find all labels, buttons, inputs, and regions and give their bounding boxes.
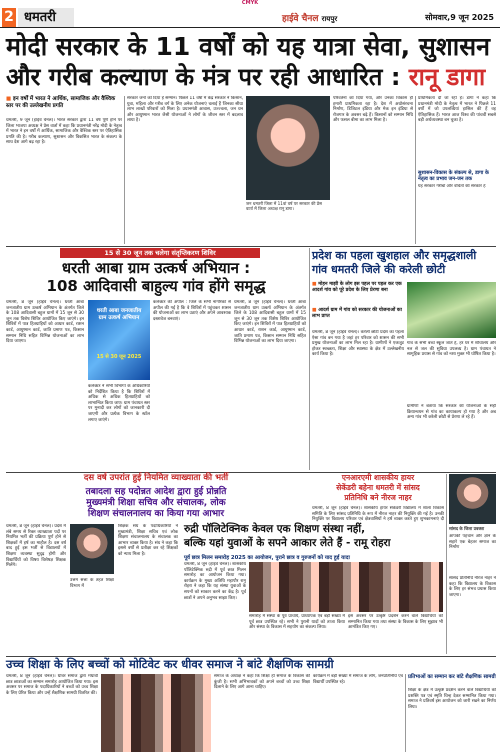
bharti-bullet: उत्तम सत्ता के तहत शिक्षा विभाग में: [70, 578, 114, 589]
bharti-body1: धमतरी, 8 जून (हाईवे चैनल)। प्रदेश में लंबे समय से रिक्त व्याख्याता पदों पर नियमित भर्ती की प्रक्रिया पूर्ण होने से शिक्षकों में हर्ष का माहौल है। दस वर्ष बाद हुई इस भर्ती से विद्यालयों में शिक्षण व्यवस्था सुदृढ़ होगी और विद्यार्थियों को विषय विशेषज्ञ शिक्षक मिलेंगे।: [6, 524, 66, 569]
lead-bullet: ■ इन वर्षों में भारत ने आर्थिक, सामाजिक और वैश्विक स्तर पर की उल्लेखनीय प्रगति: [6, 96, 122, 110]
nmms-box1: आपकी पहचान और ज्ञान के सहारे एक बेहतर समाज का निर्माण: [449, 534, 496, 551]
village-headline-l2: गांव धमतरी जिले की करेली छोटी: [312, 263, 446, 276]
edition: रायपुर: [321, 15, 338, 23]
startup-photo: [249, 562, 443, 612]
village-bullet2: ■ आदर्श ग्राम में गांव को सरकार की योजनाओं का लाभ प्राप्त: [312, 308, 404, 320]
campaign-body2: कलेक्टर ने सभी विभागों के अधिकारियों को निर्देशित किया है कि शिविरों में अधिक से अधिक हितग्राहियों को लाभान्वित किया जाए। ग्राम पंचायत स्तर पर मुनादी कर लोगों को जानकारी दी जाएगी और प्रत्येक विभाग के स्टॉल लगाए जाएंगे।: [88, 384, 150, 423]
page-date: सोमवार,9 जून 2025: [425, 13, 494, 22]
bharti-photo: [70, 524, 114, 574]
bharti-headline: दस वर्ष उपरांत हुई नियमित व्याख्याता की भर्ती: [83, 473, 229, 483]
lead-note: यह सरकार गरीबों और वंचितों की सरकार है: [418, 184, 486, 189]
poster-title: धरती आबा जनजातीय ग्राम उत्कर्ष अभियान: [96, 308, 142, 321]
village-headline-l1: प्रदेश का पहला खुशहाल और समृद्धशाली: [312, 249, 477, 262]
education-body1: धमतरी, 8 जून (हाईवे चैनल)। धीवर समाज द्वारा मेधावी छात्र छात्राओं का सम्मान समारोह आयोजित किया गया। इस अवसर पर समाज के पदाधिकारियों ने बच्चों को उच्च शिक्षा के लिए प्रेरित किया और उन्हें शैक्षणिक सामग्री वितरित की।: [6, 674, 98, 696]
paper-name: हाईवे चैनल रायपुर: [282, 14, 338, 24]
campaign-body1: धमतरी, 8 जून (हाईवे चैनल)। धरती आबा जनजातीय ग्राम उत्कर्ष अभियान के अंतर्गत जिले के 108 आदिवासी बहुल ग्रामों में 15 जून से 30 जून तक विशेष शिविर आयोजित किए जाएंगे। इन शिविरों में पात्र हितग्राहियों को आधार कार्ड, राशन कार्ड, आयुष्मान कार्ड, जाति प्रमाण पत्र, किसान सम्मान निधि सहित विभिन्न योजनाओं का लाभ दिया जाएगा।: [6, 300, 84, 345]
main-headline-line1: मोदी सरकार के 11 वर्षों को यह यात्रा सेवा, सुशासन: [6, 32, 490, 61]
village-body2: गांव के सभी बच्चे स्कूल जाते हैं, हर घर में शौचालय और नल से जल की सुविधा उपलब्ध है। ग्राम पंचायत ने सामूहिक प्रयास से गांव को नशा मुक्त भी घोषित किया है।: [407, 341, 496, 358]
lead-body-far: प्राथमिकता दी जा रही है। डागा ने कहा कि प्रधानमंत्री मोदी के नेतृत्व में भारत ने पिछले 11 वर्षों में जो उपलब्धियां हासिल की हैं वह ऐतिहासिक हैं। भारत आज विश्व की पांचवीं सबसे बड़ी अर्थव्यवस्था बन चुका है।: [418, 96, 496, 124]
cmyk-mark: CMYK: [241, 0, 259, 6]
village-body3: ग्रामीणों ने बताया कि सरकार की योजनाओं के सही क्रियान्वयन से गांव का कायाकल्प हो गया है और अब अन्य गांव भी करेली छोटी से प्रेरणा ले रहे हैं।: [407, 404, 496, 421]
bharti-body2: शिक्षक संघ के पदाधिकारियों ने मुख्यमंत्री, शिक्षा सचिव एवं लोक शिक्षण संचालनालय के संचालक का आभार व्यक्त किया है। संघ ने कहा कि इससे वर्षों से प्रतीक्षा कर रहे शिक्षकों को न्याय मिला है।: [118, 524, 178, 557]
lead-photo-caption: जन धमतरी जिला में 11वां वर्ष पर सरकार की प्रेस वार्ता में जिला अध्यक्ष रानू डागा।: [246, 201, 322, 212]
nmms-headline-l3: प्रतिनिधि बने नीरज नाहर: [344, 493, 412, 502]
education-right-subhead: प्रतिभाओं का सम्मान कर बांटे शैक्षणिक सामग्री: [408, 674, 496, 680]
nmms-box2: सांसद प्रतिनिधि नीरज नाहर ने कहा कि विद्यालय के विकास के लिए हर संभव प्रयास किया जाएगा।: [449, 576, 496, 598]
education-right-body: शिक्षा के क्षेत्र में उत्कृष्ट प्रदर्शन करने वाले विद्यार्थियों को प्रशस्ति पत्र एवं स्मृति चिन्ह देकर सम्मानित किया गया। समाज ने प्रतिवर्ष इस आयोजन को जारी रखने का निर्णय लिया।: [408, 688, 496, 710]
startup-headline-l1: रुद्री पॉलिटेक्निक केवल एक शिक्षण संस्था नहीं,: [184, 523, 366, 535]
bharti-h3-l1: तबादला सह पदोन्नत आदेश द्वारा हुई प्रोन्नति: [85, 487, 227, 497]
education-body2: समाज के अध्यक्ष ने कहा कि शिक्षा ही समाज के विकास की कुंजी है। सभी अभिभावकों को अपने बच्चों को उच्च शिक्षा दिलाने के लिए आगे आना चाहिए।: [214, 674, 310, 691]
lead-subhead: सुशासन-विकास के संकल्प से, डागा के नेतृत्व का प्रभाव जन-जन तक: [418, 170, 489, 183]
village-body1: धमतरी, 8 जून (हाईवे चैनल)। करेली छोटी प्रदेश का पहला ऐसा गांव बन गया है जहां हर परिवार को शासन की सभी प्रमुख योजनाओं का लाभ मिल रहा है। ग्रामीणों ने एकजुट होकर स्वच्छता, शिक्षा और स्वास्थ्य के क्षेत्र में उल्लेखनीय कार्य किया है।: [312, 330, 404, 358]
main-headline-line2: और गरीब कल्याण के मंत्र पर रही आधारित : रानू डागा: [6, 63, 486, 91]
nmms-caption: सांसद के जिला प्रवक्ता: [449, 526, 485, 531]
startup-headline-l2: बल्कि यहां युवाओं के सपने आकार लेते हैं - रामू रोहरा: [184, 537, 391, 549]
nmms-headline-l1: एनआरएमी शासकीय हायर: [341, 473, 415, 482]
village-bullet1: ■ मोहन माझी के लोग इस पहल पर पहल कर एक आदर्श गांव को पूरे प्रदेश के लिए प्रेरणा बना: [312, 282, 404, 294]
lead-body-left: धमतरी, 9 जून (हाईवे चैनल)। भारत सरकार द्वारा 11 वर्ष पूर्ण होने पर जिला भाजपा अध्यक्ष ने प्रेस वार्ता में कहा कि प्रधानमंत्री नरेंद्र मोदी के नेतृत्व में भारत ने इन वर्षों में आर्थिक, सामाजिक और वैश्विक स्तर पर ऐतिहासिक प्रगति की है। गरीब कल्याण, सुशासन और विकसित भारत के संकल्प के साथ देश आगे बढ़ रहा है।: [6, 118, 122, 146]
poster-dates: 15 से 30 जून 2025: [96, 354, 142, 360]
education-photo: [101, 674, 211, 752]
lead-body-right: परिवर्तनों को दिया गया, और उनका विकास ही हमारी प्राथमिकता रहा है। देश में अधोसंरचना निर्माण, डिजिटल इंडिया और मेक इन इंडिया से रोजगार के अवसर बढ़े हैं। किसानों को सम्मान निधि और फसल बीमा का लाभ मिला है।: [333, 96, 413, 124]
lead-body-mid: सरकार जनों को दिया है सम्मान। पिछले 11 वर्षों में केंद्र सरकार ने किसान, युवा, महिला और गरीब वर्ग के लिए अनेक योजनाएं चलाई हैं जिनका सीधा लाभ लाखों परिवारों को मिला है। प्रधानमंत्री आवास, उज्ज्वला, जन धन और आयुष्मान भारत जैसी योजनाओं ने लोगों के जीवन स्तर में बदलाव लाया है।: [127, 96, 243, 124]
startup-subheadline: पूर्व छात्र मिलन समारोह 2025 का आयोजन, पुराने छात्र व गुरुजनों को याद हुई यादा: [184, 555, 350, 561]
campaign-ribbon: 15 से 30 जून तक चलेगा संतृप्तिकरण शिविर: [60, 248, 260, 258]
campaign-body3: कलेक्टर की अपील : जिले के सभी नागरिकों से अपील की गई है कि वे शिविरों में पहुंचकर शासन की योजनाओं का लाभ उठाएं और अपने आवश्यक दस्तावेज बनवाएं।: [153, 300, 231, 322]
village-photo: [407, 282, 496, 338]
education-body3: कार्यक्रम में बड़ी संख्या में समाज के लोग, जनप्रतिनिधि एवं विद्यार्थी उपस्थित रहे।: [313, 674, 403, 685]
bharti-h3-l2: मुख्यमंत्री शिक्षा सचिव और संचालक, लोक: [86, 498, 226, 508]
page-number: 2: [2, 8, 16, 27]
campaign-headline-l2: 108 आदिवासी बाहुल्य गांव होंगे समृद्ध: [46, 277, 266, 295]
startup-body3: इस अवसर पर उत्कृष्ट प्रदर्शन करने वाले विद्यार्थियों को सम्मानित किया गया तथा संस्था के विकास के लिए सुझाव भी आमंत्रित किए गए।: [348, 614, 443, 631]
campaign-poster: [88, 300, 150, 380]
education-headline: उच्च शिक्षा के लिए बच्चों को मोटिवेट कर धीवर समाज ने बांटे शैक्षणिक सामग्री: [6, 657, 334, 671]
nmms-photo: [449, 474, 496, 524]
nmms-body: धमतरी, 8 जून (हाईवे चैनल)। शासकीय हायर सेकेंडरी विद्यालय में शाला विकास समिति के लिए सांसद प्रतिनिधि के रूप में नीरज नाहर की नियुक्ति की गई है। उनकी नियुक्ति पर विद्यालय परिवार एवं क्षेत्रवासियों ने हर्ष व्यक्त करते हुए शुभकामनाएं दी: [312, 506, 444, 522]
section-title: धमतरी: [18, 8, 74, 27]
bharti-h3-l3: शिक्षण संचालनालय का किया गया आभार: [87, 509, 225, 519]
startup-body2: समारोह में संस्था के पूर्व प्राचार्य, प्राध्यापक एवं बड़ी संख्या में पूर्व छात्र उपस्थित रहे। सभी ने पुरानी यादों को ताजा किया और संस्था के विकास में सहयोग का संकल्प लिया।: [249, 614, 345, 631]
campaign-body-extra: धमतरी, 8 जून (हाईवे चैनल)। धरती आबा जनजातीय ग्राम उत्कर्ष अभियान के अंतर्गत जिले के 108 आदिवासी बहुल ग्रामों में 15 जून से 30 जून तक विशेष शिविर आयोजित किए जाएंगे। इन शिविरों में पात्र हितग्राहियों को आधार कार्ड, राशन कार्ड, आयुष्मान कार्ड, जाति प्रमाण पत्र, किसान सम्मान निधि सहित विभिन्न योजनाओं का लाभ दिया जाएगा।: [234, 300, 306, 345]
startup-body1: धमतरी, 8 जून (हाईवे चैनल)। शासकीय पॉलिटेक्निक रुद्री में पूर्व छात्र मिलन समारोह का आयोजन किया गया। कार्यक्रम के मुख्य अतिथि महापौर रामू रोहरा ने कहा कि यह संस्था युवाओं के सपनों को साकार करने का केंद्र है। पूर्व छात्रों ने अपने अनुभव साझा किए।: [184, 562, 246, 601]
lead-photo: [246, 96, 330, 200]
page-header: [0, 8, 500, 28]
nmms-headline-l2: सेकेंडरी बहेना धमतरी में सांसद: [336, 483, 420, 492]
campaign-headline-l1: धरती आबा ग्राम उत्कर्ष अभियान :: [61, 259, 251, 277]
